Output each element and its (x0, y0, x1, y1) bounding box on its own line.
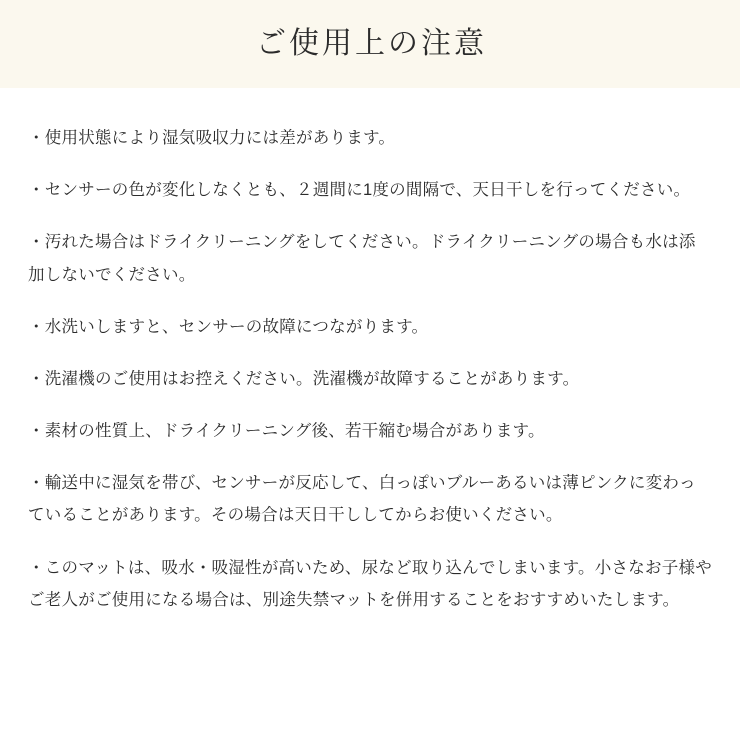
page-header (0, 0, 740, 88)
list-item: ・輸送中に湿気を帯び、センサーが反応して、白っぽいブルーあるいは薄ピンクに変わっていることがあります。その場合は天日干ししてからお使いください。 (28, 474, 696, 525)
list-item: ・センサーの色が変化しなくとも、２週間に1度の間隔で、天日干しを行ってください。 (28, 181, 691, 200)
list-item: ・このマットは、吸水・吸湿性が高いため、尿など取り込んでしまいます。小さなお子様やご老人がご使用になる場合は、別途失禁マットを併用することをおすすめいたします。 (28, 558, 713, 609)
list-item: ・水洗いしますと、センサーの故障につながります。 (28, 317, 429, 336)
list-item: ・汚れた場合はドライクリーニングをしてください。ドライクリーニングの場合も水は添加しないでください。 (28, 233, 696, 284)
page-title: ご使用上の注意 (256, 27, 487, 60)
list-item: ・使用状態により湿気吸収力には差があります。 (28, 129, 396, 147)
list-item: ・洗濯機のご使用はお控えください。洗濯機が故障することがあります。 (28, 369, 580, 388)
notes-list (0, 88, 740, 616)
list-item: ・素材の性質上、ドライクリーニング後、若干縮む場合があります。 (28, 422, 545, 441)
